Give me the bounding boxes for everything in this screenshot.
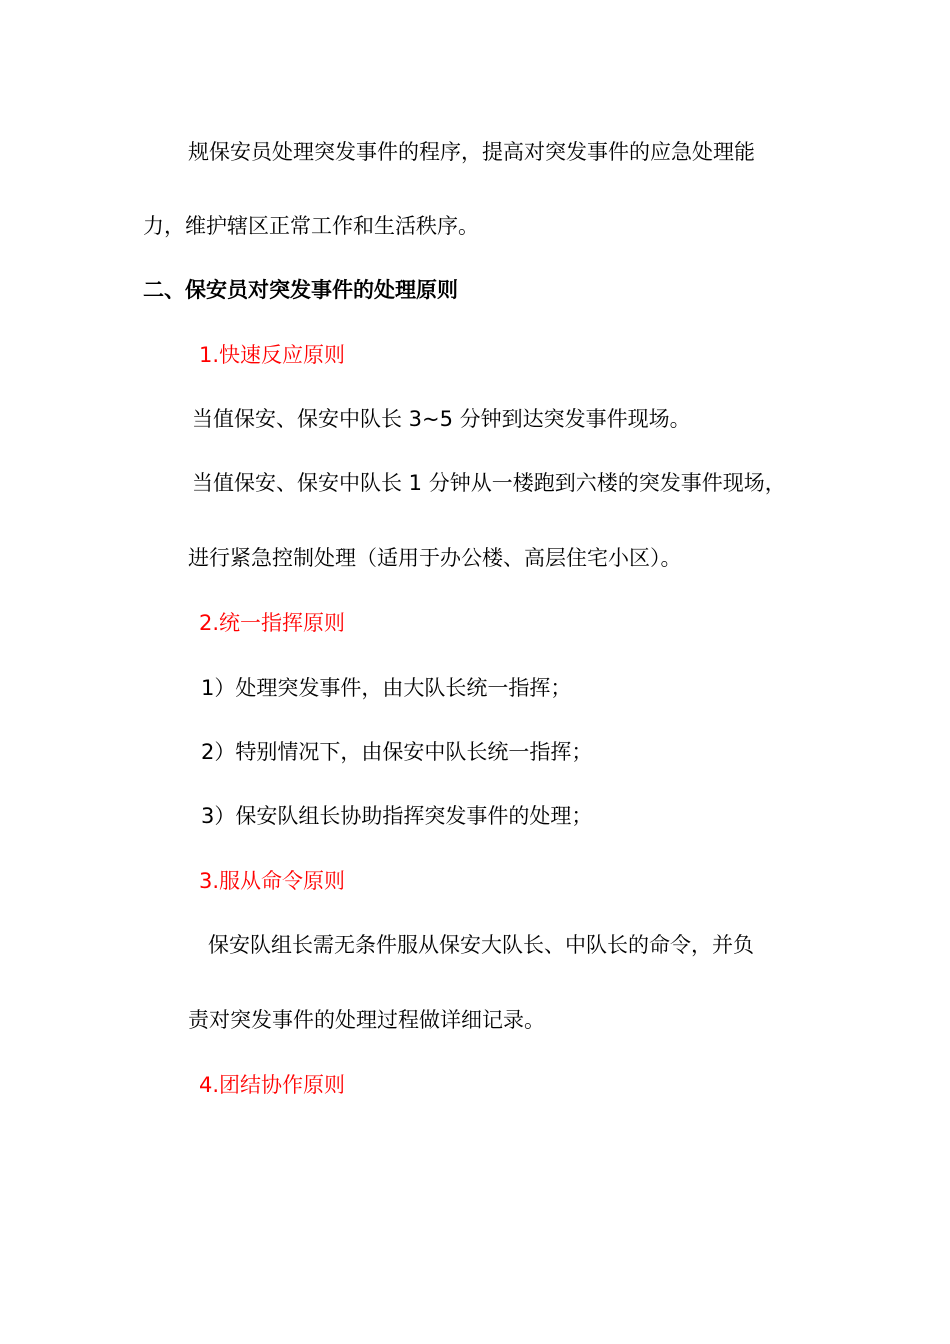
principle-title: 1.快速反应原则 [199,343,346,367]
principle-title: 4.团结协作原则 [199,1073,346,1097]
principle-title: 2.统一指挥原则 [199,611,346,635]
list-item: 3）保安队组长协助指挥突发事件的处理； [201,804,593,828]
body-paragraph-line: 责对突发事件的处理过程做详细记录。 [188,1008,545,1032]
section-heading: 二、保安员对突发事件的处理原则 [143,278,458,302]
body-paragraph-line: 力，维护辖区正常工作和生活秩序。 [143,214,479,238]
body-paragraph-line: 规保安员处理突发事件的程序，提高对突发事件的应急处理能 [188,140,755,164]
list-item: 2）特别情况下，由保安中队长统一指挥； [201,740,593,764]
body-paragraph-line: 进行紧急控制处理（适用于办公楼、高层住宅小区）。 [188,546,682,570]
body-paragraph-line: 当值保安、保安中队长 3~5 分钟到达突发事件现场。 [192,407,691,431]
body-paragraph-line: 当值保安、保安中队长 1 分钟从一楼跑到六楼的突发事件现场， [192,471,786,495]
list-item: 1）处理突发事件，由大队长统一指挥； [201,676,572,700]
principle-title: 3.服从命令原则 [199,869,346,893]
body-paragraph-line: 保安队组长需无条件服从保安大队长、中队长的命令，并负 [208,933,754,957]
